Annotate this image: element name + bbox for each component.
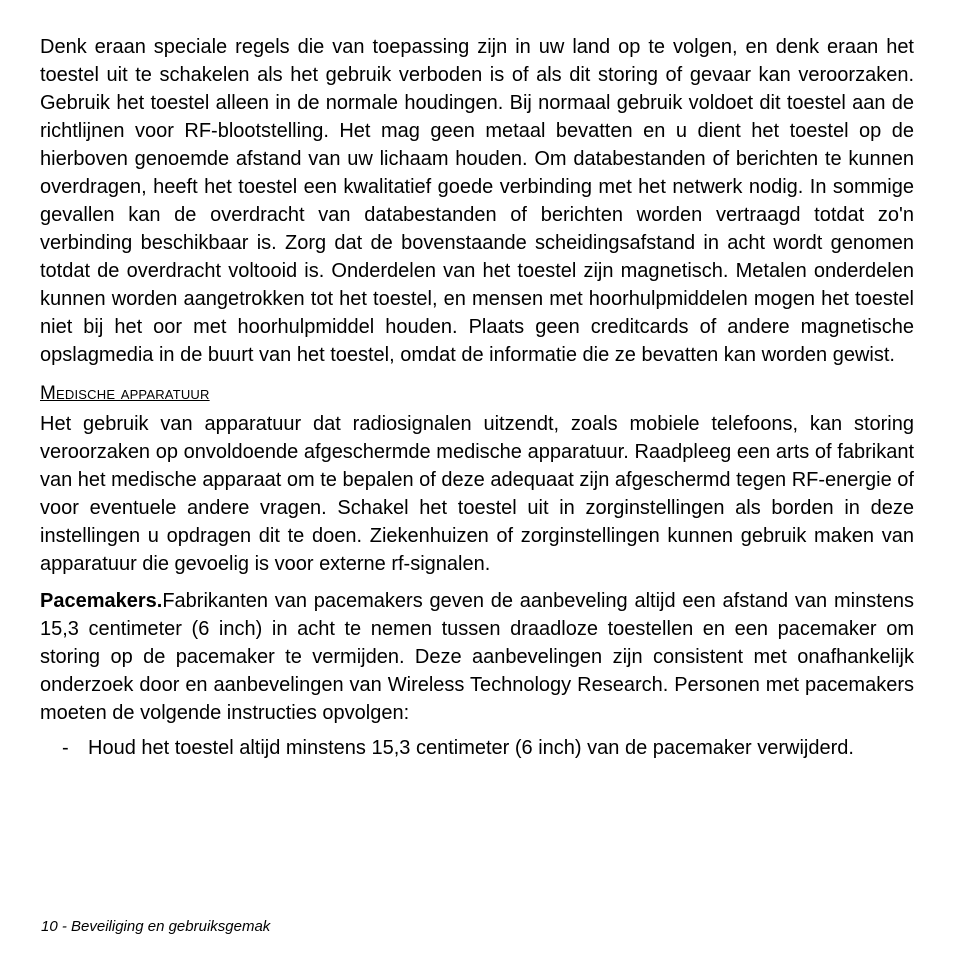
intro-paragraph: Denk eraan speciale regels die van toepassing zijn in uw land op te volgen, en denk eraan het toestel uit te schakelen als het gebruik verboden is of als dit storing of gevaar kan veroorzaken. Gebruik het toestel alleen in de normale houdingen. Bij normaal gebruik voldoet dit toestel aan de richtlijnen voor RF-blootstelling. Het mag geen metaal bevatten en u dient het toestel op de hierboven genoemde afstand van uw lichaam houden. Om databestanden of berichten te kunnen overdragen, heeft het toestel een kwalitatief goede verbinding met het netwerk nodig. In sommige gevallen kan de overdracht van databestanden of berichten worden vertraagd totdat zo'n verbinding beschikbaar is. Zorg dat de bovenstaande scheidingsafstand in acht wordt genomen totdat de overdracht voltooid is. Onderdelen van het toestel zijn magnetisch. Metalen onderdelen kunnen worden aangetrokken tot het toestel, en mensen met hoorhulpmiddelen mogen het toestel niet bij het oor met hoorhulpmiddel houden. Plaats geen creditcards of andere magnetische opslagmedia in de buurt van het toestel, omdat de informatie die ze bevatten kan worden gewist. (40, 36, 914, 366)
page-footer: 10 - Beveiliging en gebruiksgemak (41, 918, 271, 935)
pacemakers-paragraph (40, 587, 914, 727)
pacemakers-label: Pacemakers. (40, 590, 163, 612)
bullet-item (40, 734, 914, 762)
medical-paragraph: Het gebruik van apparatuur dat radiosignalen uitzendt, zoals mobiele telefoons, kan storing veroorzaken op onvoldoende afgeschermde medische apparatuur. Raadpleeg een arts of fabrikant van het medische apparaat om te bepalen of deze adequaat zijn afgeschermd tegen RF-energie of voor eventuele andere vragen. Schakel het toestel uit in zorginstellingen als borden in deze instellingen u opdragen dit te doen. Ziekenhuizen of zorginstellingen kunnen gebruik maken van apparatuur die gevoelig is voor externe rf-signalen. (40, 413, 914, 575)
section-heading: Medische apparatuur (40, 383, 210, 404)
document-body (40, 33, 914, 762)
bullet-text: Houd het toestel altijd minstens 15,3 centimeter (6 inch) van de pacemaker verwijderd. (88, 737, 854, 759)
pacemakers-text: Fabrikanten van pacemakers geven de aanbeveling altijd een afstand van minstens 15,3 centimeter (6 inch) in acht te nemen tussen draadloze toestellen en een pacemaker om storing op de pacemaker te vermijden. Deze aanbevelingen zijn consistent met onafhankelijk onderzoek door en aanbevelingen van Wireless Technology Research. Personen met pacemakers moeten de volgende instructies opvolgen: (40, 590, 914, 724)
bullet-dash: - (62, 737, 69, 759)
